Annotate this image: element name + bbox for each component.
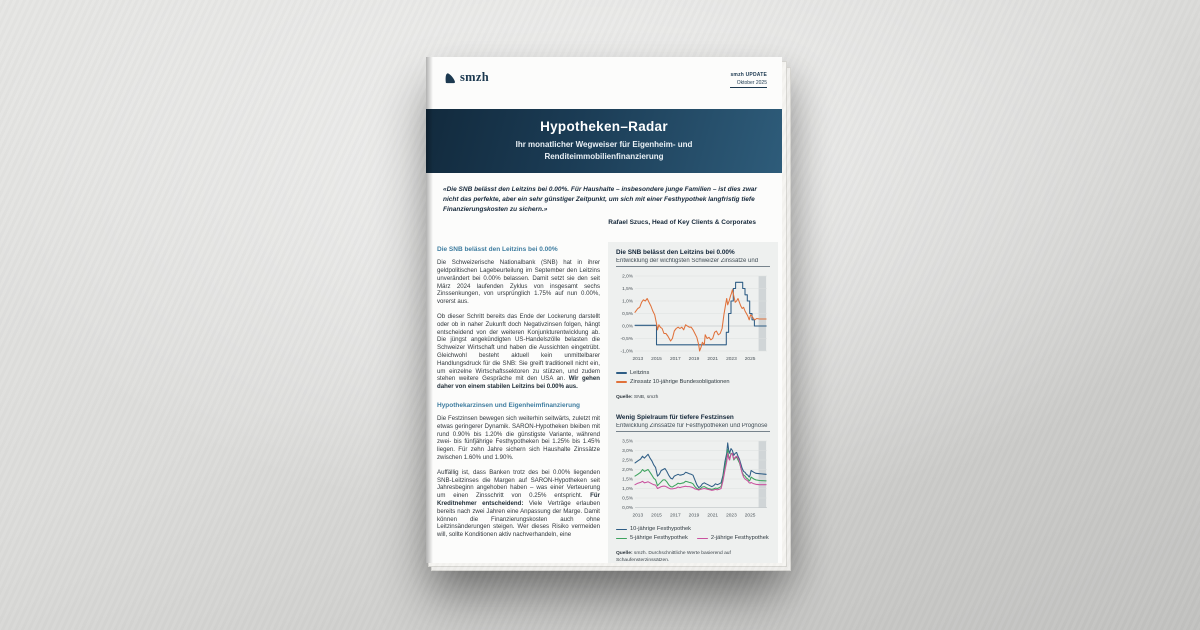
svg-text:2017: 2017 <box>669 357 681 363</box>
issue-label: smzh UPDATE <box>730 72 767 78</box>
section-heading-hypotheken: Hypothekarzinsen und Eigenheimfinanzierung <box>437 401 581 409</box>
svg-text:2,5%: 2,5% <box>622 458 633 464</box>
svg-text:2021: 2021 <box>707 513 719 519</box>
svg-text:0,5%: 0,5% <box>622 496 633 502</box>
quote-block <box>426 173 782 234</box>
page-header <box>426 57 782 96</box>
legend-item: Zinssatz 10-jährige Bundesobligationen <box>616 379 730 385</box>
legend-item: Leitzins <box>616 370 649 376</box>
brand-wordmark: smzh <box>460 70 489 84</box>
divider <box>616 431 770 432</box>
svg-text:2023: 2023 <box>726 513 737 519</box>
legend-line-swatch <box>616 381 627 383</box>
issue-date: Oktober 2025 <box>730 80 767 89</box>
interest-rates-chart <box>616 271 770 364</box>
svg-text:1,5%: 1,5% <box>622 477 633 483</box>
svg-text:-0,5%: -0,5% <box>620 337 633 343</box>
legend-line-swatch <box>697 538 708 540</box>
svg-text:2,0%: 2,0% <box>622 467 633 473</box>
svg-text:2023: 2023 <box>726 357 737 363</box>
source-note: Quelle: SNB, smzh <box>616 395 659 401</box>
charts-panel <box>608 242 778 563</box>
brand-logo <box>443 70 489 85</box>
paragraph: Auffällig ist, dass Banken trotz des bei 0.00% liegenden SNB-Leitzinses die Margen auf SARON-Hypotheken seit Jahresbeginn angehoben haben – was einer Verteuerung um einen Zinsschritt von 0.25% entspricht. Für Kreditnehmer entscheidend: Viele Verträge erlauben bereits nach zwei Jahren eine Anpassung der Marge. Damit können die Finanzierungskosten auch ohne Leitzinsänderungen steigen. Wer dieses Risiko vermeiden will, sollte Konditionen aktiv nachverhandeln, eine <box>437 468 600 539</box>
svg-text:2015: 2015 <box>651 513 662 519</box>
svg-text:0,0%: 0,0% <box>622 324 633 330</box>
svg-text:2025: 2025 <box>744 513 756 519</box>
svg-text:1,0%: 1,0% <box>622 299 633 305</box>
report-subtitle: Ihr monatlicher Wegweiser für Eigenheim- und Renditeimmobilienfinanzierung <box>515 140 693 161</box>
mortgage-rates-chart <box>616 436 770 521</box>
chart-legend <box>616 370 770 385</box>
chart-card-festzinsen <box>616 414 770 563</box>
section-heading-snb: Die SNB belässt den Leitzins bei 0.00% <box>437 246 558 254</box>
report-title: Hypotheken–Radar <box>540 119 668 135</box>
svg-text:1,0%: 1,0% <box>622 486 633 492</box>
hero-banner <box>426 109 782 173</box>
chart-card-leitzins <box>616 249 770 402</box>
chart-title: Wenig Spielraum für tiefere Festzinsen <box>616 413 734 421</box>
quote-text: «Die SNB belässt den Leitzins bei 0.00%. Für Haushalte – insbesondere junge Familien – ist dies zwar nicht das perfekte, aber ein sehr günstiger Zeitpunkt, um sich mit einer Festhypothek langfristig tiefe Finanzierungskosten zu sichern.» <box>443 186 757 214</box>
legend-item: 10-jährige Festhypothek <box>616 526 691 532</box>
svg-text:0,5%: 0,5% <box>622 312 633 318</box>
svg-text:2021: 2021 <box>707 357 719 363</box>
svg-text:2019: 2019 <box>688 357 700 363</box>
svg-text:2,0%: 2,0% <box>622 274 633 280</box>
svg-text:2013: 2013 <box>632 513 644 519</box>
divider <box>616 266 770 267</box>
svg-text:3,5%: 3,5% <box>622 439 633 445</box>
report-page <box>426 57 782 563</box>
smzh-logo-icon <box>443 71 457 85</box>
paragraph: Die Festzinsen bewegen sich weiterhin seitwärts, zuletzt mit etwas geringerer Dynamik. SARON-Hypotheken bleiben mit rund 0.90% bis 1.20% die günstigste Variante, während zwei- bis fünfjährige Festhypotheken bei 1.25% bis 1.45% liegen. Für zehn Jahre sichern sich Haushalte Zinssätze zwischen 1.60% und 1.90%. <box>437 414 600 461</box>
svg-text:2019: 2019 <box>688 513 700 519</box>
svg-text:0,0%: 0,0% <box>622 505 633 511</box>
article-columns <box>426 234 782 563</box>
legend-line-swatch <box>616 372 627 374</box>
svg-text:2025: 2025 <box>744 357 756 363</box>
chart-subtitle: Entwicklung der wichtigsten Schweizer Zinssätze und <box>616 258 759 265</box>
document-stack <box>426 57 782 563</box>
paragraph: Die Schweizerische Nationalbank (SNB) hat in ihrer geldpolitischen Lagebeurteilung im September den Leitzins unverändert bei 0.00% belassen. Damit setzt sie den seit März 2024 laufenden Zyklus von insgesamt sechs Zinssenkungen, von ursprünglich 1.75% auf nun 0.00%, vorerst aus. <box>437 259 600 306</box>
svg-text:1,5%: 1,5% <box>622 287 633 293</box>
svg-text:3,0%: 3,0% <box>622 448 633 454</box>
left-column <box>437 242 600 563</box>
legend-item: 5-jährige Festhypothek <box>616 535 688 541</box>
svg-text:-1,0%: -1,0% <box>620 349 633 355</box>
chart-legend <box>616 526 770 541</box>
svg-text:2015: 2015 <box>651 357 662 363</box>
paragraph: Ob dieser Schritt bereits das Ende der Lockerung darstellt oder ob in naher Zukunft doch Negativzinsen folgen, hängt entscheidend von der weiteren Konjunkturentwicklung ab. Die jüngst angekündigten US-Handelszölle belasten die Schweizer Wirtschaft und haben die Aussichten eingetrübt. Gleichwohl besteht aktuell kein unmittelbarer Handlungsdruck für die SNB: Sie greift traditionell nicht ein, um einzelne Wirtschaftssektoren zu stützen, und zudem stehen weitere Gespräche mit den USA an. Wir gehen daher von einem stabilen Leitzins bei 0.00% aus. <box>437 312 600 391</box>
quote-attribution: Rafael Szucs, Head of Key Clients & Corporates <box>608 219 756 227</box>
issue-meta <box>730 70 767 88</box>
svg-text:2017: 2017 <box>669 513 681 519</box>
legend-line-swatch <box>616 529 627 531</box>
svg-text:2013: 2013 <box>632 357 644 363</box>
chart-subtitle: Entwicklung Zinssätze für Festhypotheken und Prognose <box>616 422 768 429</box>
chart-title: Die SNB belässt den Leitzins bei 0.00% <box>616 249 735 257</box>
legend-item: 2-jährige Festhypothek <box>697 535 769 541</box>
legend-line-swatch <box>616 538 627 540</box>
source-note: Quelle: smzh. Durchschnittliche Werte basierend auf Schaufensterzinssätzen. <box>616 551 731 563</box>
